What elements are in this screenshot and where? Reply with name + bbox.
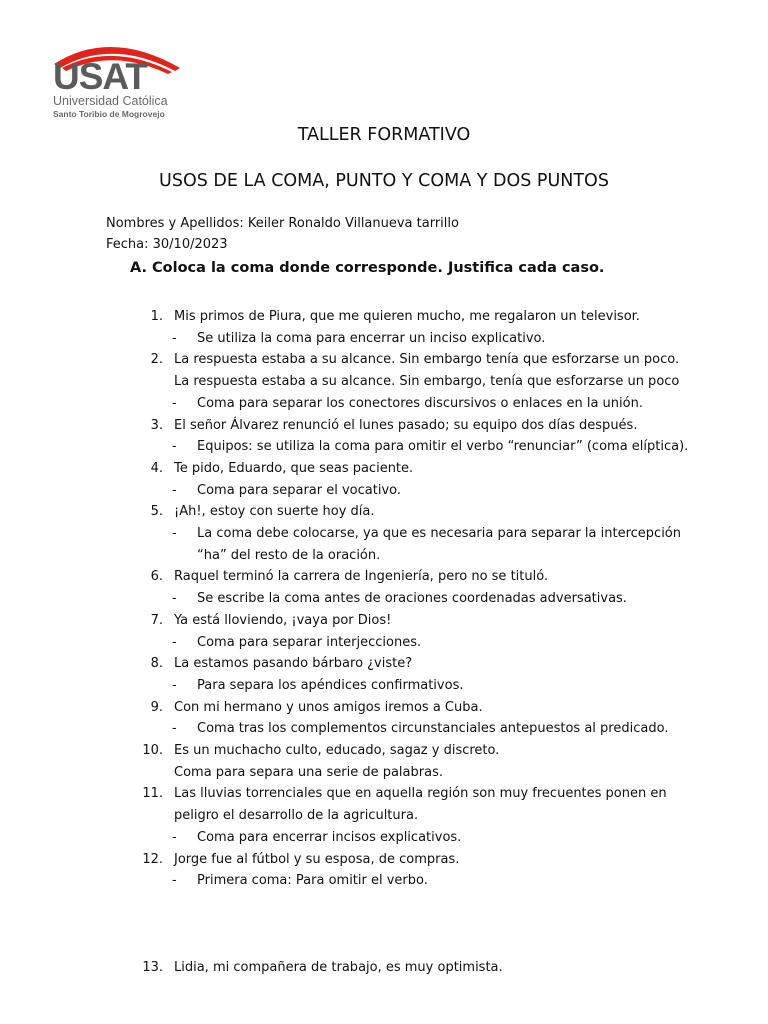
note-dash-icon: - [172, 396, 177, 411]
item-text: Mis primos de Piura, que me quieren mucho, me regalaron un televisor. [174, 309, 640, 324]
student-name: Nombres y Apellidos: Keiler Ronaldo Villanueva tarrillo [106, 216, 459, 231]
section-a-heading [130, 261, 604, 276]
item-text: La respuesta estaba a su alcance. Sin embargo, tenía que esforzarse un poco [174, 374, 680, 389]
note-dash-icon: - [172, 721, 177, 736]
item-text: La respuesta estaba a su alcance. Sin embargo tenía que esforzarse un poco. [174, 352, 680, 367]
item-number: 13. [142, 960, 163, 975]
item-note: Primera coma: Para omitir el verbo. [197, 873, 428, 888]
note-dash-icon: - [172, 331, 177, 346]
logo-university: Universidad Católica [53, 94, 168, 108]
note-dash-icon: - [172, 635, 177, 650]
logo-brand: USAT [53, 56, 147, 97]
section-letter: A. [130, 260, 147, 276]
section-heading-text: Coloca la coma donde corresponde. Justifica cada caso. [152, 260, 605, 276]
item-number: 11. [142, 786, 163, 801]
item-text: Ya está lloviendo, ¡vaya por Dios! [174, 613, 392, 628]
item-text: peligro el desarrollo de la agricultura. [174, 808, 419, 823]
page-subtitle: USOS DE LA COMA, PUNTO Y COMA Y DOS PUNTOS [159, 171, 609, 191]
note-dash-icon: - [172, 678, 177, 693]
item-text: Te pido, Eduardo, que seas paciente. [174, 461, 414, 476]
item-text: Lidia, mi compañera de trabajo, es muy optimista. [174, 960, 503, 975]
item-note: Coma para separar interjecciones. [197, 635, 422, 650]
item-note: Coma para separar el vocativo. [197, 483, 401, 498]
item-number: 10. [142, 743, 163, 758]
item-number: 4. [150, 461, 163, 476]
item-text: Jorge fue al fútbol y su esposa, de compras. [174, 852, 460, 867]
item-text: El señor Álvarez renunció el lunes pasado; su equipo dos días después. [174, 418, 638, 433]
item-note: Para separa los apéndices confirmativos. [197, 678, 464, 693]
note-dash-icon: - [172, 873, 177, 888]
item-note: Coma para separar los conectores discursivos o enlaces en la unión. [197, 396, 643, 411]
item-number: 6. [150, 569, 163, 584]
item-text: Raquel terminó la carrera de Ingeniería, pero no se tituló. [174, 569, 549, 584]
item-number: 5. [150, 504, 163, 519]
item-text: Con mi hermano y unos amigos iremos a Cuba. [174, 700, 483, 715]
item-note: Equipos: se utiliza la coma para omitir el verbo “renunciar” (coma elíptica). [197, 439, 689, 454]
item-number: 7. [150, 613, 163, 628]
item-number: 3. [150, 418, 163, 433]
item-note: Coma tras los complementos circunstanciales antepuestos al predicado. [197, 721, 669, 736]
item-text: La estamos pasando bárbaro ¿viste? [174, 656, 413, 671]
note-dash-icon: - [172, 439, 177, 454]
item-note: Se utiliza la coma para encerrar un inciso explicativo. [197, 331, 546, 346]
item-note: Coma para encerrar incisos explicativos. [197, 830, 462, 845]
item-number: 12. [142, 852, 163, 867]
item-number: 1. [150, 309, 163, 324]
item-note: La coma debe colocarse, ya que es necesaria para separar la intercepción [197, 526, 681, 541]
page-title: TALLER FORMATIVO [297, 125, 471, 145]
item-text: ¡Ah!, estoy con suerte hoy día. [174, 504, 375, 519]
item-number: 9. [150, 700, 163, 715]
usat-logo [52, 34, 186, 120]
item-note: Se escribe la coma antes de oraciones coordenadas adversativas. [197, 591, 627, 606]
note-dash-icon: - [172, 483, 177, 498]
logo-subtitle: Santo Toribio de Mogrovejo [53, 109, 165, 119]
item-text: Las lluvias torrenciales que en aquella región son muy frecuentes ponen en [174, 786, 667, 801]
note-dash-icon: - [172, 591, 177, 606]
item-text: Es un muchacho culto, educado, sagaz y discreto. [174, 743, 500, 758]
item-number: 8. [150, 656, 163, 671]
item-text: Coma para separa una serie de palabras. [174, 765, 443, 780]
item-number: 2. [150, 352, 163, 367]
note-dash-icon: - [172, 526, 177, 541]
note-dash-icon: - [172, 830, 177, 845]
date-line: Fecha: 30/10/2023 [106, 237, 228, 252]
item-note: “ha” del resto de la oración. [197, 548, 381, 563]
